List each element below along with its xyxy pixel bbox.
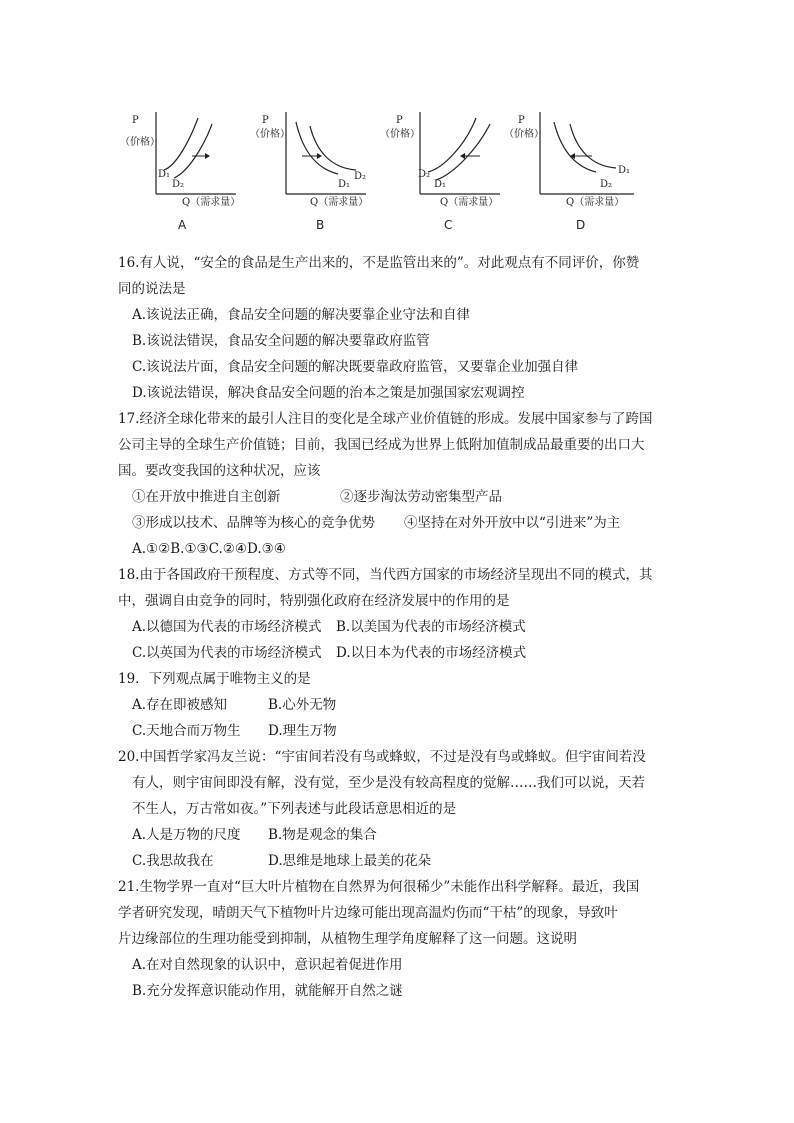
question-17 xyxy=(118,406,678,562)
y-axis-label: P xyxy=(518,115,525,126)
y-axis-sub: （价格） xyxy=(504,129,544,140)
statement-item: ③形成以技术、品牌等为核心的竞争优势 xyxy=(132,515,375,531)
statement-row xyxy=(118,484,678,510)
question-list xyxy=(118,250,678,1004)
demand-curve-figures xyxy=(118,100,638,240)
x-axis-label: Q（需求量） xyxy=(566,197,625,208)
answer-options: A.①②B.①③C.②④D.③④ xyxy=(132,541,286,557)
option-d: D.理生万物 xyxy=(268,723,337,739)
option-c: C.该说法片面，食品安全问题的解决既要靠政府监管，又要靠企业加强自律 xyxy=(132,359,579,375)
option-d: D.该说法错误，解决食品安全问题的治本之策是加强国家宏观调控 xyxy=(132,385,525,401)
curve-label: D₂ xyxy=(600,179,613,190)
y-axis-sub: （价格） xyxy=(380,129,420,140)
question-16 xyxy=(118,250,678,406)
option-c: C.天地合而万物生 xyxy=(132,723,241,739)
option-b: B.物是观念的集合 xyxy=(268,827,377,843)
question-18 xyxy=(118,562,678,666)
option-a: A.人是万物的尺度 xyxy=(132,827,241,843)
statement-item: ①在开放中推进自主创新 xyxy=(132,489,281,505)
graph-letter: C xyxy=(444,218,453,232)
curve-label: D₂ xyxy=(418,169,431,180)
option-a: A.在对自然现象的认识中，意识起着促进作用 xyxy=(132,957,403,973)
graph-letter: B xyxy=(316,218,325,232)
question-stem: 18.由于各国政府干预程度、方式等不同，当代西方国家的市场经济呈现出不同的模式，其 xyxy=(118,567,653,583)
question-stem: 不生人，万古常如夜。”下列表述与此段话意思相近的是 xyxy=(132,801,457,817)
statement-item: ④坚持在对外开放中以“引进来”为主 xyxy=(404,515,621,531)
question-stem: 21.生物学界一直对“巨大叶片植物在自然界为何很稀少”未能作出科学解释。最近，我国 xyxy=(118,879,640,895)
option-b: B.充分发挥意识能动作用，就能解开自然之谜 xyxy=(132,983,403,999)
question-stem: 19．下列观点属于唯物主义的是 xyxy=(118,671,311,687)
graph-letter: A xyxy=(178,218,187,232)
option-row xyxy=(118,718,678,744)
curve-label: D₁ xyxy=(158,169,171,180)
option-a: A.存在即被感知 xyxy=(132,697,228,713)
option-b: B.心外无物 xyxy=(268,697,337,713)
question-stem: 有人，则宇宙间即没有解，没有觉，至少是没有较高程度的觉解……我们可以说，天若 xyxy=(132,775,645,791)
question-stem: 17.经济全球化带来的最引人注目的变化是全球产业价值链的形成。发展中国家参与了跨国 xyxy=(118,411,653,427)
graph-c xyxy=(378,100,508,240)
option-b: B.以美国为代表的市场经济模式 xyxy=(336,619,526,635)
option-d: D.思维是地球上最美的花朵 xyxy=(268,853,432,869)
curve-label: D₁ xyxy=(338,179,351,190)
y-axis-label: P xyxy=(132,115,139,126)
x-axis-label: Q（需求量） xyxy=(182,197,241,208)
question-stem: 片边缘部位的生理功能受到抑制，从植物生理学角度解释了这一问题。这说明 xyxy=(118,931,577,947)
option-row xyxy=(118,614,678,640)
option-row xyxy=(118,848,678,874)
graph-letter: D xyxy=(576,218,586,232)
question-stem: 中，强调自由竞争的同时，特别强化政府在经济发展中的作用的是 xyxy=(118,593,510,609)
x-axis-label: Q（需求量） xyxy=(440,197,499,208)
y-axis-sub: （价格） xyxy=(250,129,290,140)
option-a: A.以德国为代表的市场经济模式 xyxy=(132,619,322,635)
question-stem: 16.有人说，“安全的食品是生产出来的，不是监管出来的”。对此观点有不同评价，你赞 xyxy=(118,255,640,271)
option-c: C.我思故我在 xyxy=(132,853,214,869)
option-c: C.以英国为代表的市场经济模式 xyxy=(132,645,322,661)
question-stem: 学者研究发现，晴朗天气下植物叶片边缘可能出现高温灼伤而“干枯”的现象，导致叶 xyxy=(118,905,618,921)
question-stem: 20.中国哲学家冯友兰说：“宇宙间若没有鸟或蜂蚁，不过是没有鸟或蜂蚁。但宇宙间若没 xyxy=(118,749,646,765)
y-axis-label: P xyxy=(396,115,403,126)
question-21 xyxy=(118,874,678,1004)
y-axis-sub: （价格） xyxy=(120,137,160,148)
option-row xyxy=(118,692,678,718)
curve-label: D₂ xyxy=(172,179,185,190)
option-d: D.以日本为代表的市场经济模式 xyxy=(336,645,527,661)
question-19 xyxy=(118,666,678,744)
curve-label: D₁ xyxy=(618,165,631,176)
option-row xyxy=(118,822,678,848)
question-stem: 同的说法是 xyxy=(118,281,186,297)
x-axis-label: Q（需求量） xyxy=(310,197,369,208)
option-row xyxy=(118,640,678,666)
graph-a xyxy=(118,100,248,240)
curve-label: D₁ xyxy=(434,179,447,190)
statement-row xyxy=(118,510,678,536)
question-stem: 国。要改变我国的这种状况，应该 xyxy=(118,463,321,479)
option-b: B.该说法错误，食品安全问题的解决要靠政府监管 xyxy=(132,333,430,349)
graph-d xyxy=(504,100,638,240)
option-a: A.该说法正确，食品安全问题的解决要靠企业守法和自律 xyxy=(132,307,471,323)
y-axis-label: P xyxy=(262,115,269,126)
question-20 xyxy=(118,744,678,874)
curve-label: D₂ xyxy=(354,171,367,182)
question-stem: 公司主导的全球生产价值链；目前，我国已经成为世界上低附加值制成品最重要的出口大 xyxy=(118,437,645,453)
graph-b xyxy=(248,100,378,240)
statement-item: ②逐步淘汰劳动密集型产品 xyxy=(340,489,502,505)
